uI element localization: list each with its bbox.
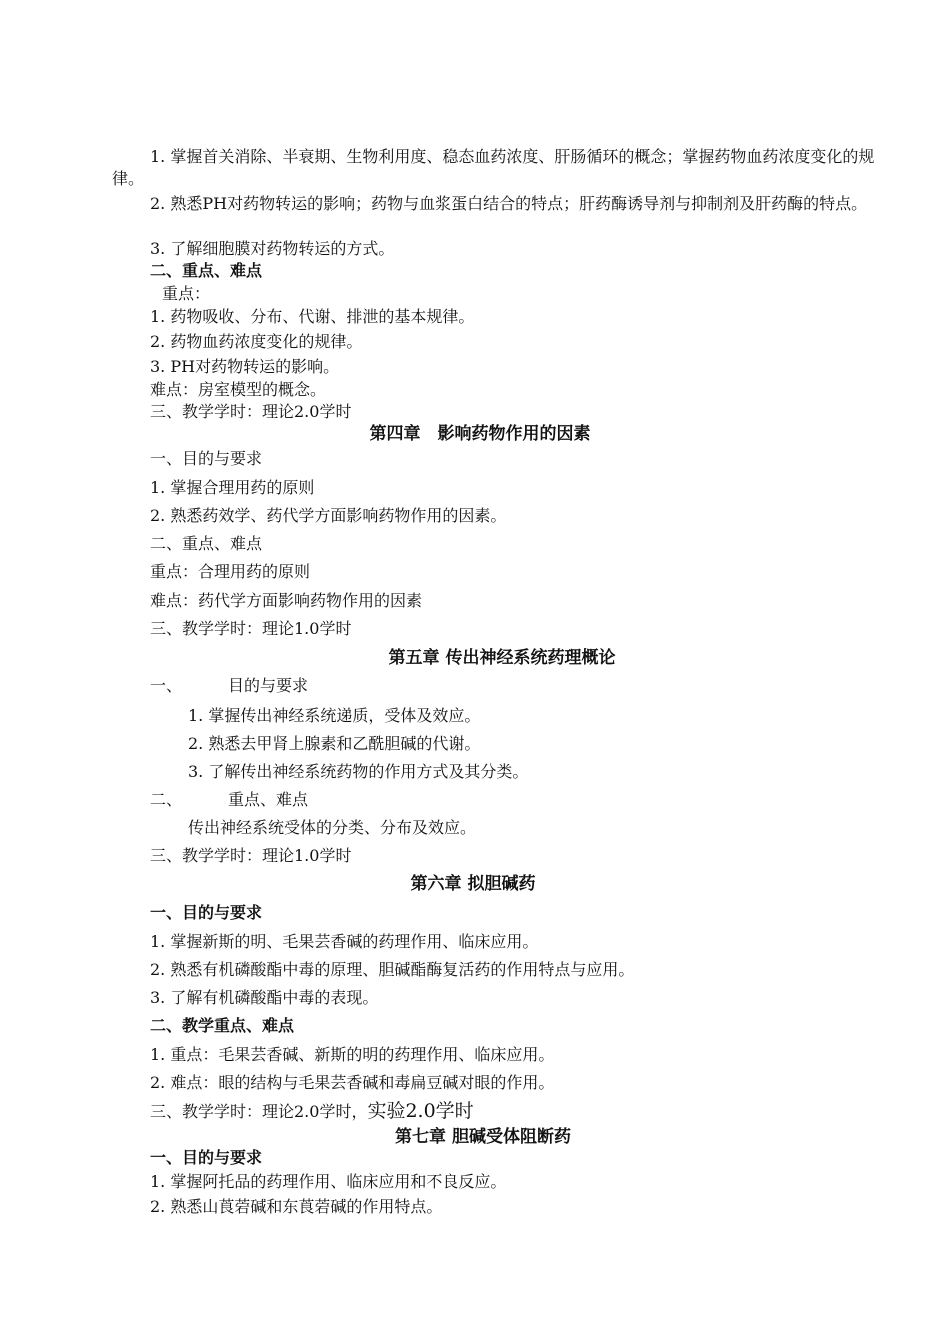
ch3-key-item-3: 3. PH对药物转运的影响。 <box>150 357 340 376</box>
ch7-goal-heading: 一、目的与要求 <box>150 1148 263 1167</box>
ch3-goal-item-2: 2. 熟悉PH对药物转运的影响；药物与血浆蛋白结合的特点；肝药酶诱导剂与抑制剂及肝药酶的特点。 <box>150 194 868 213</box>
ch6-hours <box>150 1100 474 1123</box>
ch6-goal-item-1: 1. 掌握新斯的明、毛果芸香碱的药理作用、临床应用。 <box>150 932 539 951</box>
ch4-key-heading: 二、重点、难点 <box>150 534 263 553</box>
ch6-goal-item-3: 3. 了解有机磷酸酯中毒的表现。 <box>150 988 379 1007</box>
ch5-key-body: 传出神经系统受体的分类、分布及效应。 <box>188 818 477 837</box>
ch4-goal-item-2: 2. 熟悉药效学、药代学方面影响药物作用的因素。 <box>150 506 507 525</box>
ch6-hours-theory: 三、教学学时：理论2.0学时， <box>150 1102 368 1121</box>
ch6-key-item-2: 2. 难点：眼的结构与毛果芸香碱和毒扁豆碱对眼的作用。 <box>150 1073 555 1092</box>
ch5-title: 第五章 传出神经系统药理概论 <box>388 648 616 668</box>
ch3-hours: 三、教学学时：理论2.0学时 <box>150 402 352 421</box>
ch4-hours: 三、教学学时：理论1.0学时 <box>150 619 352 638</box>
ch6-title: 第六章 拟胆碱药 <box>410 874 536 894</box>
ch6-hours-lab: 实验2.0学时 <box>367 1100 474 1122</box>
ch4-key: 重点：合理用药的原则 <box>150 562 311 581</box>
ch3-key-item-1: 1. 药物吸收、分布、代谢、排泄的基本规律。 <box>150 307 475 326</box>
ch5-key-text: 重点、难点 <box>228 790 309 809</box>
ch4-difficulty: 难点：药代学方面影响药物作用的因素 <box>150 591 423 610</box>
ch4-title: 第四章 影响药物作用的因素 <box>369 424 591 444</box>
ch3-key-label: 重点： <box>162 284 211 303</box>
ch7-goal-item-2: 2. 熟悉山莨菪碱和东莨菪碱的作用特点。 <box>150 1197 443 1216</box>
ch4-goal-heading: 一、目的与要求 <box>150 449 263 468</box>
ch5-goal-num: 一、 <box>150 676 183 695</box>
ch4-goal-item-1: 1. 掌握合理用药的原则 <box>150 478 315 497</box>
ch5-goal-item-2: 2. 熟悉去甲肾上腺素和乙酰胆碱的代谢。 <box>188 734 481 753</box>
ch6-key-item-1: 1. 重点：毛果芸香碱、新斯的明的药理作用、临床应用。 <box>150 1045 555 1064</box>
ch6-goal-heading: 一、目的与要求 <box>150 903 263 922</box>
ch3-key-heading: 二、重点、难点 <box>150 261 263 280</box>
ch3-goal-item-3: 3. 了解细胞膜对药物转运的方式。 <box>150 239 395 258</box>
ch5-goal-item-1: 1. 掌握传出神经系统递质，受体及效应。 <box>188 706 481 725</box>
ch7-title: 第七章 胆碱受体阻断药 <box>395 1127 571 1147</box>
ch5-goal-item-3: 3. 了解传出神经系统药物的作用方式及其分类。 <box>188 762 529 781</box>
ch5-key-num: 二、 <box>150 790 183 809</box>
ch5-goal-text: 目的与要求 <box>228 676 309 695</box>
ch3-goal-item-1: 1. 掌握首关消除、半衰期、生物利用度、稳态血药浓度、肝肠循环的概念；掌握药物血药浓度变化的规律。 <box>112 147 875 188</box>
ch7-goal-item-1: 1. 掌握阿托品的药理作用、临床应用和不良反应。 <box>150 1172 507 1191</box>
ch3-difficulty: 难点：房室模型的概念。 <box>150 380 327 399</box>
ch6-key-heading: 二、教学重点、难点 <box>150 1016 295 1035</box>
ch6-goal-item-2: 2. 熟悉有机磷酸酯中毒的原理、胆碱酯酶复活药的作用特点与应用。 <box>150 960 635 979</box>
ch3-key-item-2: 2. 药物血药浓度变化的规律。 <box>150 332 363 351</box>
ch5-hours: 三、教学学时：理论1.0学时 <box>150 846 352 865</box>
